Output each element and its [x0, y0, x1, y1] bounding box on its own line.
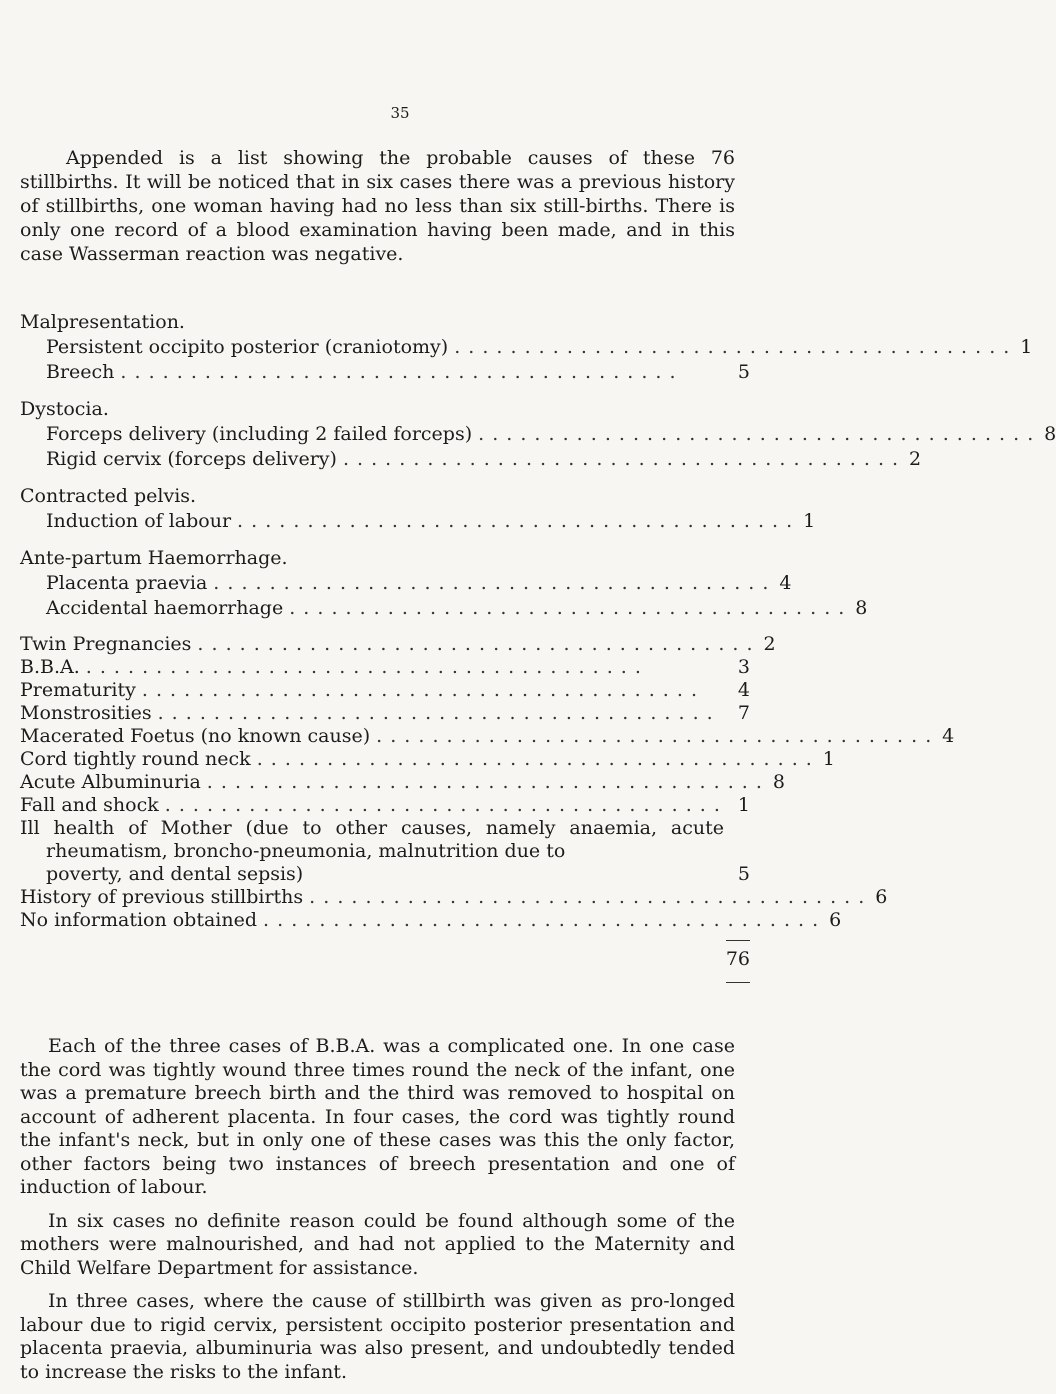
cause-group-dystocia	[20, 397, 1056, 472]
dot-leader: . . . . . . . . . . . . . . . . . . . . . . . . . . . . . . . . . . . . . . . .	[454, 336, 1011, 358]
cause-row	[20, 771, 785, 794]
body-text	[20, 1035, 735, 1394]
cause-label: Accidental haemorrhage	[46, 597, 284, 619]
cause-count: 8	[855, 597, 868, 619]
ill-health-line: rheumatism, broncho-pneumonia, malnutrition due to	[46, 840, 566, 862]
cause-row	[20, 679, 750, 702]
dot-leader: . . . . . . . . . . . . . . . . . . . . . . . . . . . . . . . . . . . . . . . .	[289, 597, 846, 619]
dot-leader: . . . . . . . . . . . . . . . . . . . . . . . . . . . . . . . . . . . . . . . .	[342, 448, 900, 470]
dot-leader: . . . . . . . . . . . . . . . . . . . . . . . . . . . . . . . . . . . . . . . .	[309, 886, 866, 908]
cause-label: Monstrosities	[20, 702, 152, 724]
paragraph: In three cases, where the cause of stillbirth was given as pro-longed labour due to rigid cervix, persistent occipito posterior presentation and placenta praevia, albuminuria was also present, and undoubtedly tended to increase the risks to the infant.	[20, 1290, 735, 1383]
cause-label: Fall and shock	[20, 794, 159, 816]
cause-count: 4	[737, 679, 750, 701]
cause-row	[20, 571, 792, 596]
cause-row	[20, 633, 776, 656]
cause-label: Persistent occipito posterior (craniotomy)	[46, 336, 449, 358]
ill-health-text	[20, 817, 728, 886]
cause-label: Breech	[46, 361, 115, 383]
cause-label: B.B.A.	[20, 656, 80, 678]
page-number: 35	[390, 104, 410, 122]
causes-list	[20, 310, 1056, 1002]
cause-count: 6	[829, 909, 842, 931]
paragraph: In six cases no definite reason could be found although some of the mothers were malnourished, and had not applied to the Maternity and Child Welfare Department for assistance.	[20, 1209, 735, 1279]
cause-label: Macerated Foetus (no known cause)	[20, 725, 371, 747]
intro-paragraph: Appended is a list showing the probable causes of these 76 stillbirths. It will be noticed that in six cases there was a previous history of stillbirths, one woman having had no less than six still-births. There is only one record of a blood examination having been made, and in this case Wasserman reaction was negative.	[20, 147, 735, 265]
cause-label: Prematurity	[20, 679, 136, 701]
cause-row	[20, 422, 1056, 447]
cause-row	[20, 509, 816, 534]
cause-count: 8	[1044, 423, 1056, 445]
cause-row	[20, 596, 868, 621]
cause-group-ante-partum	[20, 546, 868, 621]
dot-leader: . . . . . . . . . . . . . . . . . . . . . . . . . . . . . . . . . . . . . . . .	[213, 572, 770, 594]
dot-leader: . . . . . . . . . . . . . . . . . . . . . . . . . . . . . . . . . . . . . . . .	[157, 702, 714, 724]
dot-leader: . . . . . . . . . . . . . . . . . . . . . . . . . . . . . . . . . . . . . . . .	[164, 794, 721, 816]
cause-group-malpresentation	[20, 310, 1033, 385]
group-heading: Malpresentation.	[20, 311, 185, 333]
cause-label: Induction of labour	[46, 510, 232, 532]
dot-leader: . . . . . . . . . . . . . . . . . . . . . . . . . . . . . . . . . . . . . . . .	[197, 633, 754, 655]
dot-leader: . . . . . . . . . . . . . . . . . . . . . . . . . . . . . . . . . . . . . . . .	[85, 656, 642, 678]
total-rule	[726, 982, 750, 983]
dot-leader: . . . . . . . . . . . . . . . . . . . . . . . . . . . . . . . . . . . . . . . .	[256, 748, 813, 770]
cause-count: 8	[772, 771, 785, 793]
cause-count: 2	[908, 448, 922, 470]
cause-row	[20, 360, 750, 385]
ill-health-line: poverty, and dental sepsis)	[46, 863, 304, 885]
cause-row	[20, 748, 835, 771]
cause-label: Cord tightly round neck	[20, 748, 251, 770]
cause-label: No information obtained	[20, 909, 258, 931]
total-count: 76	[725, 948, 750, 970]
cause-count: 5	[737, 361, 750, 383]
paragraph: Each of the three cases of B.B.A. was a complicated one. In one case the cord was tightly wound three times round the neck of the infant, one was a premature breech birth and the third was removed to hospital on account of adherent placenta. In four cases, the cord was tightly round the infant's neck, but in only one of these cases was this the only factor, other factors being two instances of breech presentation and one of induction of labour.	[20, 1035, 735, 1198]
cause-count: 4	[779, 572, 792, 594]
cause-row	[20, 702, 750, 725]
dot-leader: . . . . . . . . . . . . . . . . . . . . . . . . . . . . . . . . . . . . . . . .	[206, 771, 763, 793]
cause-count: 5	[737, 863, 750, 885]
dot-leader: . . . . . . . . . . . . . . . . . . . . . . . . . . . . . . . . . . . . . . . .	[120, 361, 677, 383]
dot-leader: . . . . . . . . . . . . . . . . . . . . . . . . . . . . . . . . . . . . . . . .	[141, 679, 698, 701]
cause-label: Acute Albuminuria	[20, 771, 201, 793]
ill-health-line: Ill health of Mother (due to other causes, namely anaemia, acute	[20, 817, 724, 839]
cause-count: 1	[803, 510, 816, 532]
group-heading: Dystocia.	[20, 398, 109, 420]
cause-count: 1	[822, 748, 835, 770]
cause-label: Twin Pregnancies	[20, 633, 192, 655]
ill-health-row	[20, 817, 750, 886]
cause-label: History of previous stillbirths	[20, 886, 304, 908]
total-rule	[726, 940, 750, 941]
cause-count: 1	[737, 794, 750, 816]
cause-count: 2	[763, 633, 776, 655]
cause-count: 7	[737, 702, 750, 724]
cause-row	[20, 335, 1033, 360]
total-block	[20, 932, 750, 1002]
cause-row	[20, 447, 922, 472]
dot-leader: . . . . . . . . . . . . . . . . . . . . . . . . . . . . . . . . . . . . . . . .	[263, 909, 820, 931]
cause-row	[20, 725, 955, 748]
cause-count: 3	[737, 656, 750, 678]
group-heading: Contracted pelvis.	[20, 485, 197, 507]
cause-label: Placenta praevia	[46, 572, 208, 594]
cause-group-contracted-pelvis	[20, 484, 816, 534]
cause-row	[20, 886, 888, 909]
dot-leader: . . . . . . . . . . . . . . . . . . . . . . . . . . . . . . . . . . . . . . . .	[237, 510, 794, 532]
group-heading: Ante-partum Haemorrhage.	[20, 547, 288, 569]
cause-row	[20, 794, 750, 817]
cause-count: 1	[1020, 336, 1033, 358]
cause-count: 4	[942, 725, 955, 747]
cause-label: Forceps delivery (including 2 failed forceps)	[46, 423, 473, 445]
cause-label: Rigid cervix (forceps delivery)	[46, 448, 337, 470]
cause-row	[20, 909, 842, 932]
dot-leader: . . . . . . . . . . . . . . . . . . . . . . . . . . . . . . . . . . . . . . . .	[376, 725, 933, 747]
dot-leader: . . . . . . . . . . . . . . . . . . . . . . . . . . . . . . . . . . . . . . . .	[478, 423, 1035, 445]
cause-count: 6	[875, 886, 888, 908]
cause-row	[20, 656, 750, 679]
other-causes	[20, 633, 955, 1002]
